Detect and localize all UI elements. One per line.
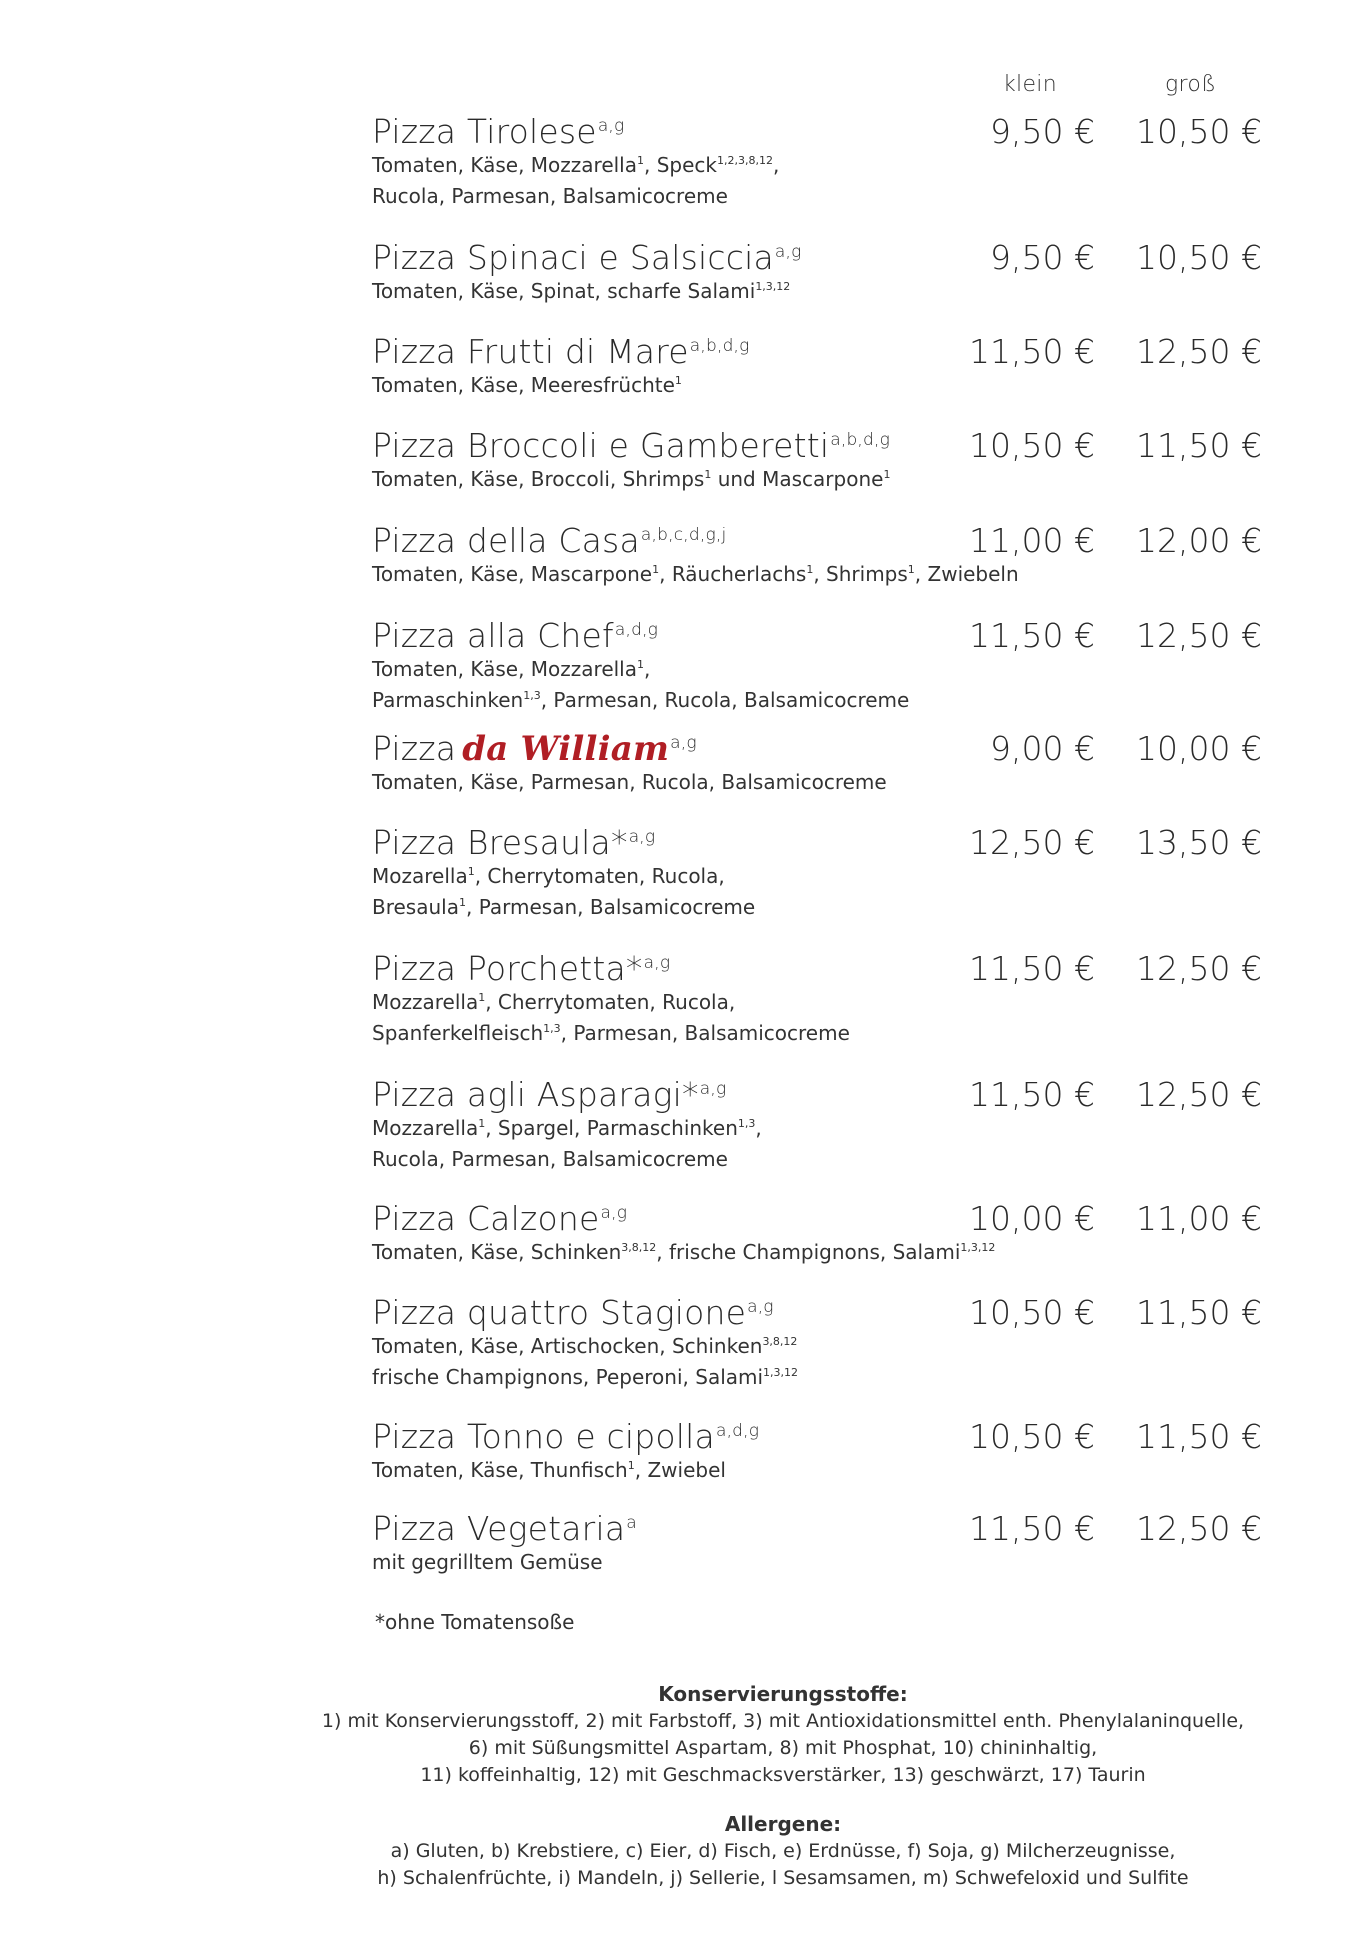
item-description: Tomaten, Käse, Mozzarella$^1$, Speck$^{1,2,3,8,12}$, Rucola, Parmesan, Balsamicocreme xyxy=(372,153,780,208)
item-description: Tomaten, Käse, Mascarpone$^1$, Räucherlachs$^1$, Shrimps$^1$, Zwiebeln xyxy=(372,562,1019,586)
allergene-legend xyxy=(300,1810,1266,1892)
item-name-text: Pizza della Casa xyxy=(372,521,640,560)
menu-item xyxy=(372,616,1272,716)
footnote: *ohne Tomatensoße xyxy=(375,1610,575,1634)
item-description: Tomaten, Käse, Meeresfrüchte$^1$ xyxy=(372,373,682,397)
price-klein: 11,50 € xyxy=(969,332,1095,371)
allergen-codes: a,g xyxy=(643,953,671,973)
item-description: Tomaten, Käse, Broccoli, Shrimps$^1$ und Mascarpone$^1$ xyxy=(372,467,891,491)
legend-line: 11) koffeinhaltig, 12) mit Geschmacksverstärker, 13) geschwärzt, 17) Taurin xyxy=(420,1764,1146,1786)
menu-item xyxy=(372,729,1272,798)
menu-item xyxy=(372,1075,1272,1175)
legend-line: 1) mit Konservierungsstoff, 2) mit Farbstoff, 3) mit Antioxidationsmittel enth. Phenylalaninquelle, xyxy=(321,1710,1245,1732)
item-name-text: Pizza Broccoli e Gamberetti xyxy=(372,426,830,465)
allergen-codes: a,g xyxy=(628,827,656,847)
menu-item xyxy=(372,823,1272,923)
price-gross: 12,50 € xyxy=(1136,1509,1262,1548)
price-klein: 11,50 € xyxy=(969,616,1095,655)
price-gross: 12,50 € xyxy=(1136,332,1262,371)
item-script-name: da William xyxy=(462,729,670,769)
price-gross: 10,00 € xyxy=(1136,729,1262,768)
menu-item xyxy=(372,426,1272,495)
price-gross: 12,50 € xyxy=(1136,1075,1262,1114)
item-name-text: Pizza Calzone xyxy=(372,1199,600,1238)
allergen-codes: a,g xyxy=(774,242,802,262)
item-name-text: Pizza Frutti di Mare xyxy=(372,332,689,371)
price-klein: 10,00 € xyxy=(969,1199,1095,1238)
price-klein: 10,50 € xyxy=(969,1293,1095,1332)
item-name-text: Pizza Tonno e cipolla xyxy=(372,1417,715,1456)
item-name-text: Pizza agli Asparagi* xyxy=(372,1075,699,1114)
price-klein: 11,00 € xyxy=(969,521,1095,560)
legend-title: Allergene: xyxy=(724,1812,842,1836)
item-description: mit gegrilltem Gemüse xyxy=(372,1550,603,1574)
allergen-codes: a,d,g xyxy=(715,1421,760,1441)
legend-title: Konservierungsstoffe: xyxy=(658,1682,908,1706)
column-header-gross: groß xyxy=(1165,72,1217,97)
menu-item xyxy=(372,949,1272,1049)
price-gross: 10,50 € xyxy=(1136,112,1262,151)
price-klein: 11,50 € xyxy=(969,1509,1095,1548)
item-name-text: Pizza Spinaci e Salsiccia xyxy=(372,238,774,277)
column-header-klein: klein xyxy=(1003,72,1057,97)
item-name-text: Pizza Tirolese xyxy=(372,112,597,151)
menu-item xyxy=(372,1417,1272,1486)
item-name-text: Pizza Porchetta* xyxy=(372,949,643,988)
price-gross: 13,50 € xyxy=(1136,823,1262,862)
item-name-text: Pizza alla Chef xyxy=(372,616,614,655)
menu-item xyxy=(372,332,1272,401)
price-gross: 10,50 € xyxy=(1136,238,1262,277)
allergen-codes: a,g xyxy=(600,1203,628,1223)
menu-item xyxy=(372,1199,1272,1268)
price-gross: 11,50 € xyxy=(1136,1293,1262,1332)
legend-line: a) Gluten, b) Krebstiere, c) Eier, d) Fisch, e) Erdnüsse, f) Soja, g) Milcherzeugnisse, xyxy=(390,1840,1176,1862)
allergen-codes: a,g xyxy=(699,1079,727,1099)
item-name-text: Pizza Vegetaria xyxy=(372,1509,626,1548)
konservierungsstoffe-legend xyxy=(300,1680,1266,1789)
price-gross: 11,50 € xyxy=(1136,1417,1262,1456)
menu-item xyxy=(372,112,1272,212)
allergen-codes: a xyxy=(626,1513,637,1533)
price-gross: 12,50 € xyxy=(1136,616,1262,655)
item-description: Tomaten, Käse, Parmesan, Rucola, Balsamicocreme xyxy=(372,770,887,794)
price-klein: 9,50 € xyxy=(990,112,1095,151)
allergen-codes: a,b,d,g xyxy=(689,336,750,356)
item-description: Mozarella$^1$, Cherrytomaten, Rucola, Bresaula$^1$, Parmesan, Balsamicocreme xyxy=(372,864,756,919)
allergen-codes: a,b,d,g xyxy=(830,430,891,450)
price-klein: 10,50 € xyxy=(969,426,1095,465)
allergen-codes: a,d,g xyxy=(614,620,659,640)
allergen-codes: a,b,c,d,g,j xyxy=(640,525,727,545)
price-gross: 12,50 € xyxy=(1136,949,1262,988)
price-klein: 11,50 € xyxy=(969,1075,1095,1114)
legend-line: h) Schalenfrüchte, i) Mandeln, j) Sellerie, l Sesamsamen, m) Schwefeloxid und Sulfite xyxy=(377,1867,1189,1889)
item-description: Tomaten, Käse, Mozzarella$^1$, Parmaschinken$^{1,3}$, Parmesan, Rucola, Balsamicocreme xyxy=(372,657,910,712)
price-klein: 10,50 € xyxy=(969,1417,1095,1456)
price-klein: 11,50 € xyxy=(969,949,1095,988)
item-description: Mozzarella$^1$, Spargel, Parmaschinken$^{1,3}$, Rucola, Parmesan, Balsamicocreme xyxy=(372,1116,762,1171)
item-description: Tomaten, Käse, Thunfisch$^1$, Zwiebel xyxy=(372,1458,726,1482)
menu-item xyxy=(372,238,1272,307)
item-description: Tomaten, Käse, Schinken$^{3,8,12}$, frische Champignons, Salami$^{1,3,12}$ xyxy=(372,1240,996,1264)
item-description: Tomaten, Käse, Spinat, scharfe Salami$^{1,3,12}$ xyxy=(372,279,791,303)
item-description: Mozzarella$^1$, Cherrytomaten, Rucola, Spanferkelfleisch$^{1,3}$, Parmesan, Balsamicocreme xyxy=(372,990,850,1045)
item-name-text: Pizza Bresaula* xyxy=(372,823,628,862)
item-name-text: Pizza quattro Stagione xyxy=(372,1293,747,1332)
price-klein: 12,50 € xyxy=(969,823,1095,862)
allergen-codes: a,g xyxy=(747,1297,774,1317)
allergen-codes: a,g xyxy=(670,733,697,753)
menu-item xyxy=(372,1509,1272,1578)
menu-item xyxy=(372,521,1272,590)
item-description: Tomaten, Käse, Artischocken, Schinken$^{3,8,12}$ frische Champignons, Peperoni, Salami$^{1,3,12}$ xyxy=(372,1334,799,1389)
price-gross: 12,00 € xyxy=(1136,521,1262,560)
price-klein: 9,50 € xyxy=(990,238,1095,277)
price-gross: 11,00 € xyxy=(1136,1199,1262,1238)
price-gross: 11,50 € xyxy=(1136,426,1262,465)
menu-item xyxy=(372,1293,1272,1393)
allergen-codes: a,g xyxy=(597,116,625,136)
price-klein: 9,00 € xyxy=(990,729,1095,768)
legend-line: 6) mit Süßungsmittel Aspartam, 8) mit Phosphat, 10) chininhaltig, xyxy=(468,1737,1098,1759)
item-name-text: Pizza xyxy=(372,729,457,768)
